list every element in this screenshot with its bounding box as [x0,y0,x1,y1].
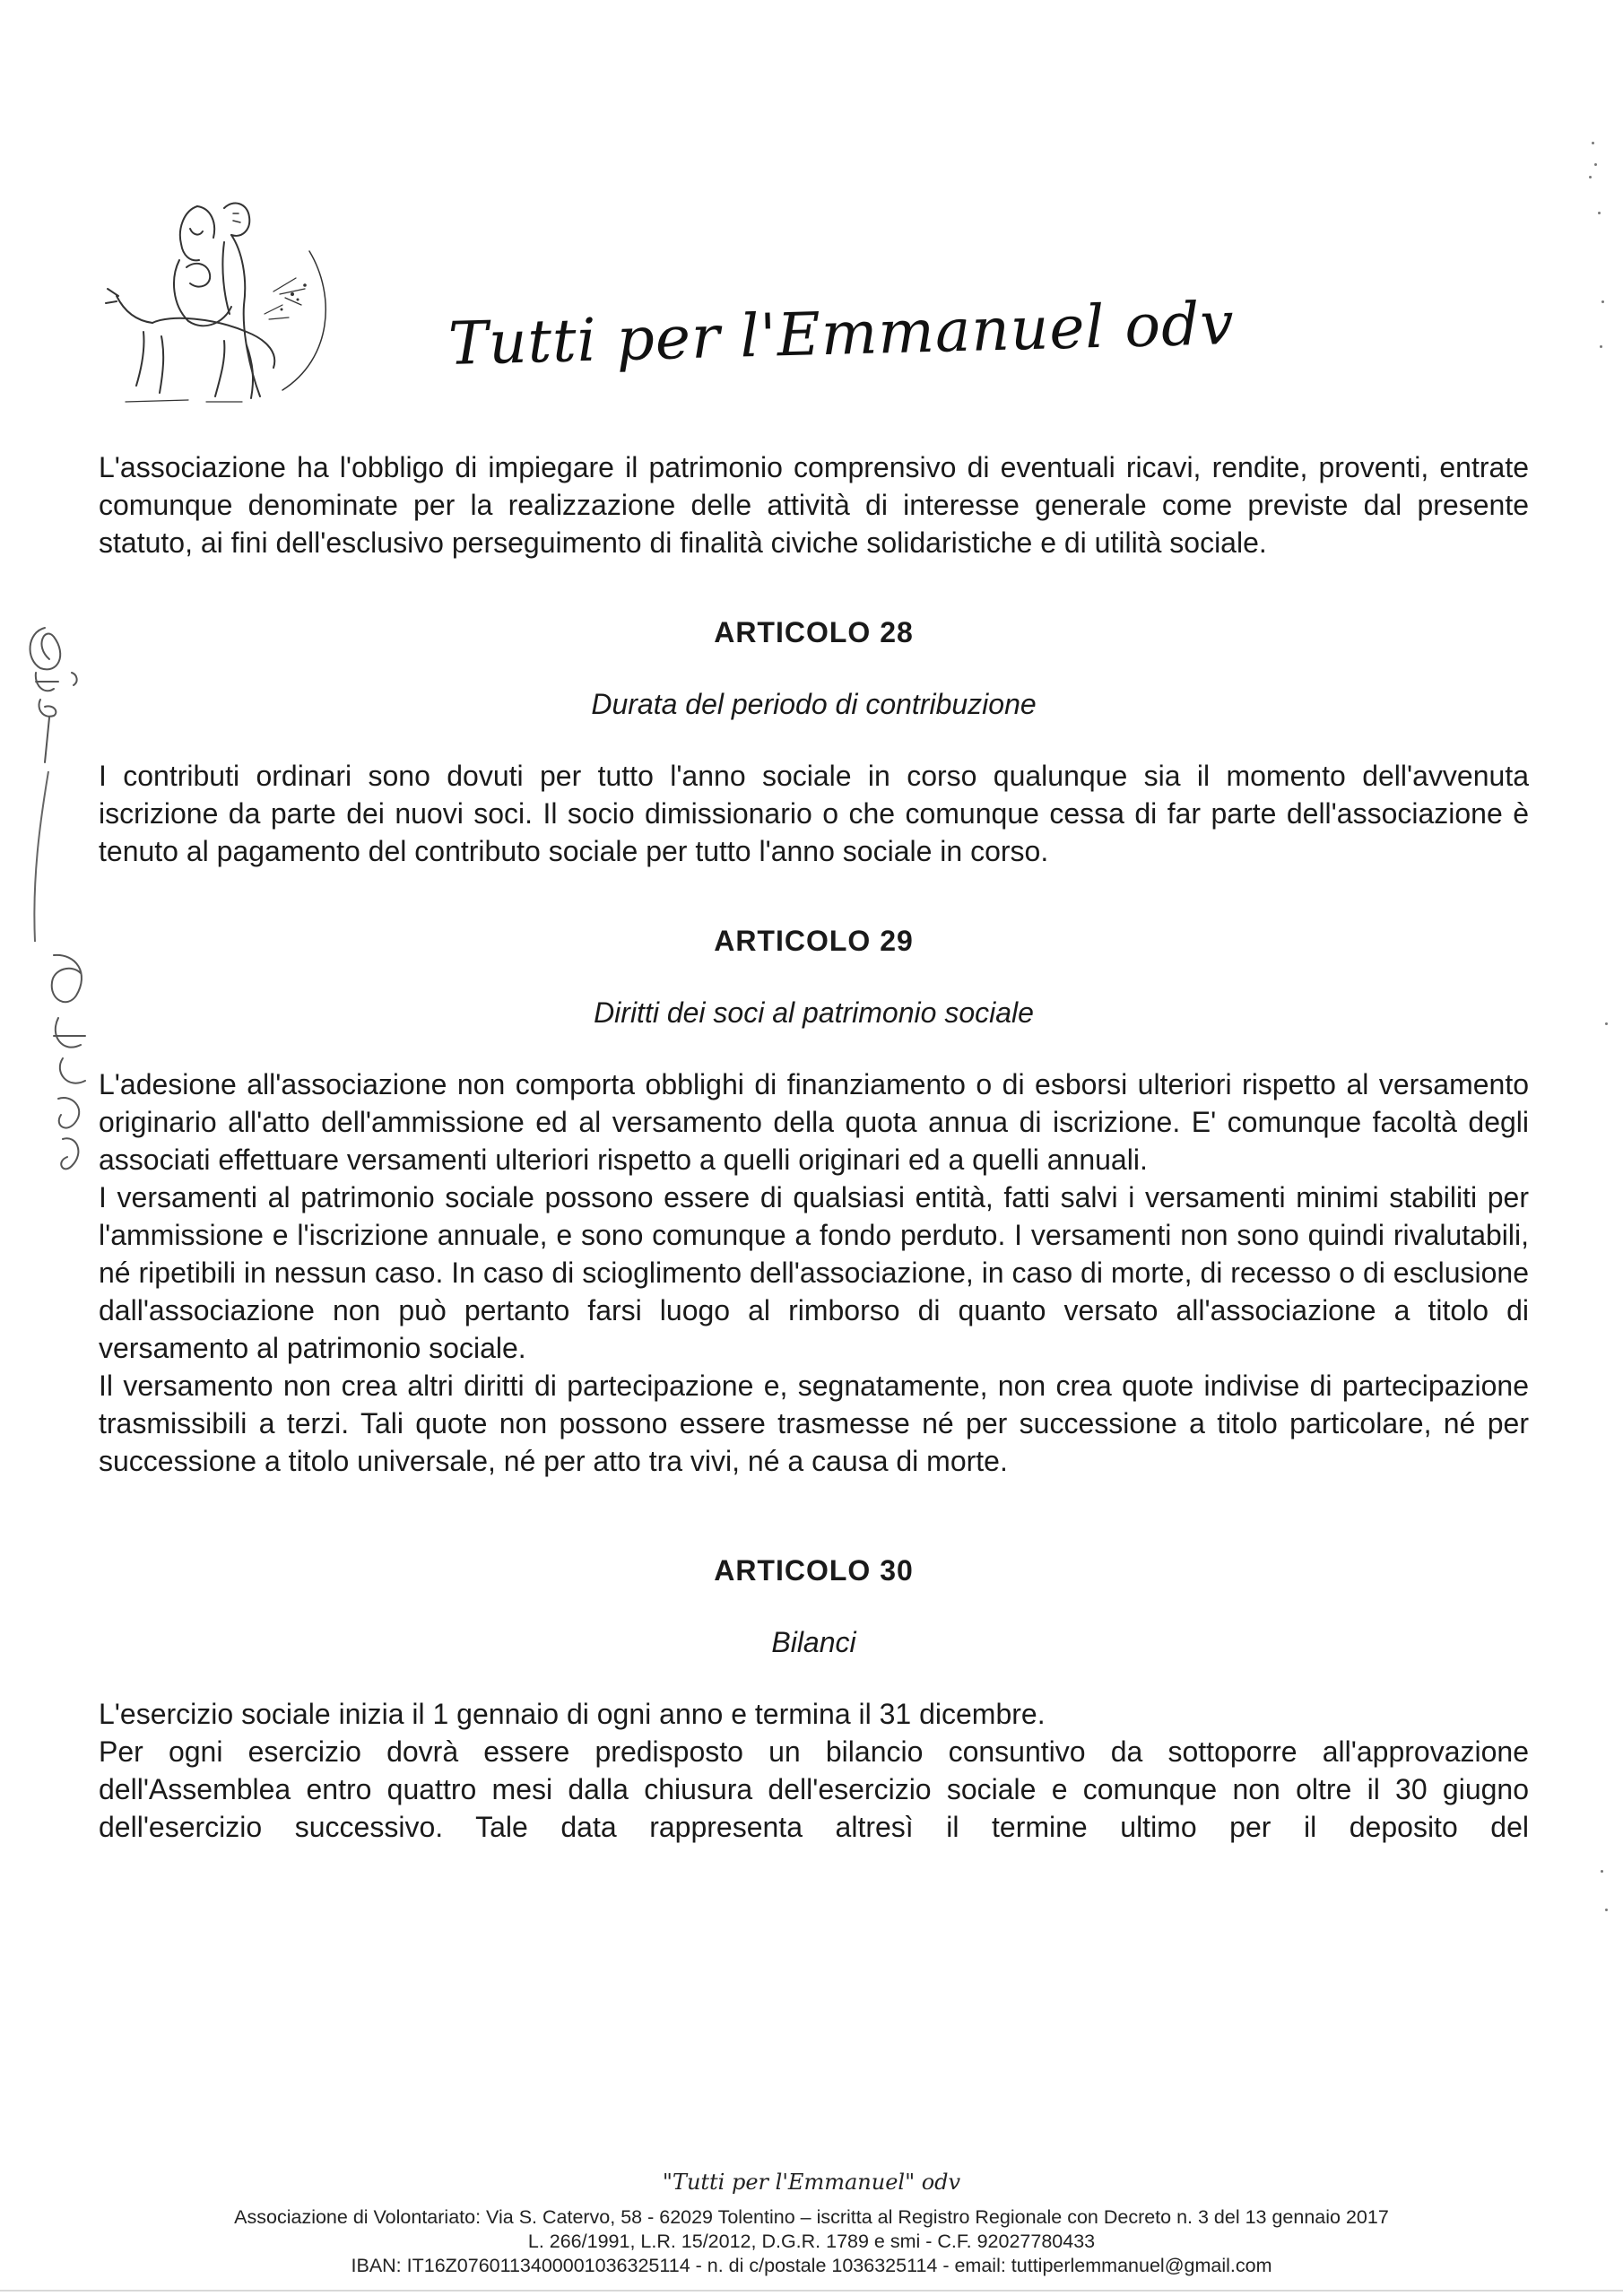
scan-mark [1605,1022,1608,1025]
article-28-subtitle: Durata del periodo di contribuzione [591,688,1037,720]
holy-family-logo-icon [90,188,359,413]
article-30-paragraph: Per ogni esercizio dovrà essere predisposto un bilancio consuntivo da sottoporre all'approvazione dell'Assemblea entro quattro mesi dalla chiusura dell'esercizio sociale e comunque non oltre il 30 giugno dell'esercizio successivo. Tale data rappresenta altresì il termine ultimo per il deposito del [99,1735,1529,1843]
article-30-title: ARTICOLO 30 [714,1554,914,1587]
handwritten-signature-icon [18,619,99,771]
document-body [99,448,1529,1846]
footer-brand: "Tutti per l'Emmanuel" odv [662,2170,961,2195]
article-29-subtitle: Diritti dei soci al patrimonio sociale [594,996,1034,1029]
intro-paragraph: L'associazione ha l'obbligo di impiegare il patrimonio comprensivo di eventuali ricavi, rendite, proventi, entrate comunque denominate per la realizzazione delle attività di interesse generale come previste dal presente statuto, ai fini dell'esclusivo perseguimento di finalità civiche solidaristiche e di utilità sociale. [99,451,1529,559]
page-footer [117,2170,1506,2278]
scan-mark [1600,345,1602,348]
article-29-paragraph: I versamenti al patrimonio sociale possono essere di qualsiasi entità, fatti salvi i versamenti minimi stabiliti per l'ammissione e l'iscrizione annuale, e sono comunque a fondo perduto. I versamenti non sono quindi rivalutabili, né ripetibili in nessun caso. In caso di scioglimento dell'associazione, in caso di morte, di recesso o di esclusione dall'associazione non può pertanto farsi luogo al rimborso di quanto versato all'associazione a titolo di versamento al patrimonio sociale. [99,1181,1529,1364]
scan-mark [1594,163,1597,166]
scan-mark [1605,1909,1608,1911]
scan-mark [1598,212,1601,214]
article-28-paragraph: I contributi ordinari sono dovuti per tutto l'anno sociale in corso qualunque sia il momento dell'avvenuta iscrizione da parte dei nuovi soci. Il socio dimissionario o che comunque cessa di far parte dell'associazione è tenuto al pagamento del contributo sociale per tutto l'anno sociale in corso. [99,760,1529,867]
signature-stroke-icon [13,771,66,942]
article-29-paragraph: L'adesione all'associazione non comporta obblighi di finanziamento o di esborsi ulteriori rispetto al versamento originario all'atto dell'ammissione ed al versamento della quota annua di iscrizione. E' comunque facoltà degli associati effettuare versamenti ulteriori rispetto a quelli originari ed a quelli annuali. [99,1068,1529,1176]
scan-mark [1592,142,1594,144]
article-30-paragraph: L'esercizio sociale inizia il 1 gennaio di ogni anno e termina il 31 dicembre. [99,1698,1046,1730]
association-title: Tutti per l'Emmanuel odv [447,289,1236,378]
article-28-title: ARTICOLO 28 [714,616,914,648]
article-29-title: ARTICOLO 29 [714,925,914,957]
footer-address: Associazione di Volontariato: Via S. Catervo, 58 - 62029 Tolentino – iscritta al Registro Regionale con Decreto n. 3 del 13 gennaio 2017 [234,2206,1389,2228]
scan-mark [1589,176,1592,178]
article-30-subtitle: Bilanci [771,1626,856,1658]
scan-mark [1601,1870,1603,1873]
article-29-paragraph: Il versamento non crea altri diritti di partecipazione e, segnatamente, non crea quote indivise di partecipazione trasmissibili a terzi. Tali quote non possono essere trasmesse né per successione a titolo particolare, né per successione a titolo universale, né per atto tra vivi, né a causa di morte. [99,1370,1529,1477]
footer-legal: L. 266/1991, L.R. 15/2012, D.G.R. 1789 e smi - C.F. 92027780433 [527,2231,1096,2252]
scan-edge [0,2290,1623,2292]
footer-bank-info: IBAN: IT16Z0760113400001036325114 - n. di c/postale 1036325114 - email: tuttiperlemmanuel@gmail.com [351,2255,1272,2276]
scan-mark [1601,300,1604,303]
